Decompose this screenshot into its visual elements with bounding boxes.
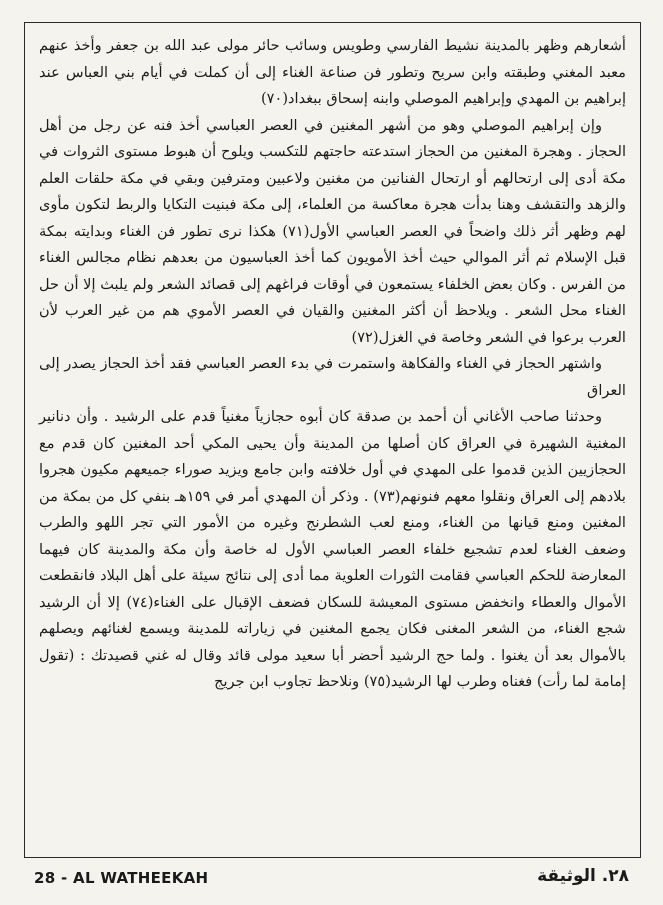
paragraph-3: واشتهر الحجاز في الغناء والفكاهة واستمرت في بدء العصر العباسي فقد أخذ الحجاز يصدر إلى العراق [39, 355, 626, 399]
paragraph-4: وحدثنا صاحب الأغاني أن أحمد بن صدقة كان أبوه حجازياً مغنياً قدم على الرشيد . وأن دنانير المغنية الشهيرة في العراق كان أصلها من المدينة وأن يحيى المكي أحد المغنين كان قدم مع الحجازيين الذين قدموا على المهدي في أول خلافته وابن جامع ويزيد صوراء جميعهم مكيون هجروا بلادهم إلى العراق ونقلوا معهم فنونهم(٧٣) . وذكر أن المهدي أمر في ١٥٩هـ بنفي كل من بمكة من المغنين ومنع قيانها من الغناء، ومنع لعب الشطرنج وغيره من الأمور التي تجر اللهو والطرب وضعف الغناء لعدم تشجيع خلفاء العصر العباسي الأول له خاصة وأن مكة والمدينة كان فيهما المعارضة للحكم العباسي فقامت الثورات العلوية مما أدى إلى نتائج سيئة على أهل البلاد فانقطعت الأموال والعطاء وانخفض مستوى المعيشة للسكان فضعف الإقبال على الغناء(٧٤) إلا أن الرشيد شجع الغناء، من الشعر المغنى فكان يجمع المغنين في زياراته للمدينة ويسمع لغنائهم ويصلهم بالأموال بعد أن يغنوا . ولما حج الرشيد أحضر أبا سعيد مولى قائد وقال له غني قصيدتك : (تقول إمامة لما رأت) فغناه وطرب لها الرشيد(٧٥) ونلاحظ تجاوب ابن جريج [39, 408, 627, 690]
paragraph-1: أشعارهم وظهر بالمدينة نشيط الفارسي وطويس وسائب حائر مولى عبد الله بن جعفر وأخذ عنهم معبد المغني وطبقته وابن سريح وتطور فن صناعة الغناء إلى أن كملت في أيام بني العباس عند إبراهيم بن المهدي وإبراهيم الموصلي وابنه إسحاق ببغداد(٧٠) [39, 37, 626, 107]
footer-page-label-latin: 28 - AL WATHEEKAH [34, 869, 209, 887]
footer-page-label-arabic: ٢٨. الوثيقة [537, 866, 629, 886]
page-frame [24, 22, 641, 858]
article-body [39, 33, 626, 696]
paragraph-2: وإن إبراهيم الموصلي وهو من أشهر المغنين في العصر العباسي أخذ فنه عن رجل من أهل الحجاز . وهجرة المغنين من الحجاز استدعته حاجتهم للتكسب ويلوح أن هبوط مستوى الثروات في مكة أدى إلى ارتحالهم أو ارتحال الفنانين من مغنين ولاعبين ومترفين وبقي في مكة حلقات العلم والزهد والتقشف وهنا بدأت هجرة معاكسة من العلماء، إلى مكة فبنيت التكايا والربط لتكون مأوى لهم وظهر أثر ذلك واضحاً في العصر العباسي الأول(٧١) هكذا نرى تطور فن الغناء وبدايته بمكة قبل الإسلام ثم أثر الموالي حيث أخذ الأمويون كما أخذ العباسيون من بعدهم نظام مجالس الغناء من الفرس . وكان بعض الخلفاء يستمعون في أوقات فراغهم إلى قصائد الشعر ولم يلبث إلا أن حل الغناء محل الشعر . ويلاحظ أن أكثر المغنين والقيان في العصر الأموي هم من غير العرب لأن العرب برعوا في الشعر وخاصة في الغزل(٧٢) [39, 116, 626, 346]
